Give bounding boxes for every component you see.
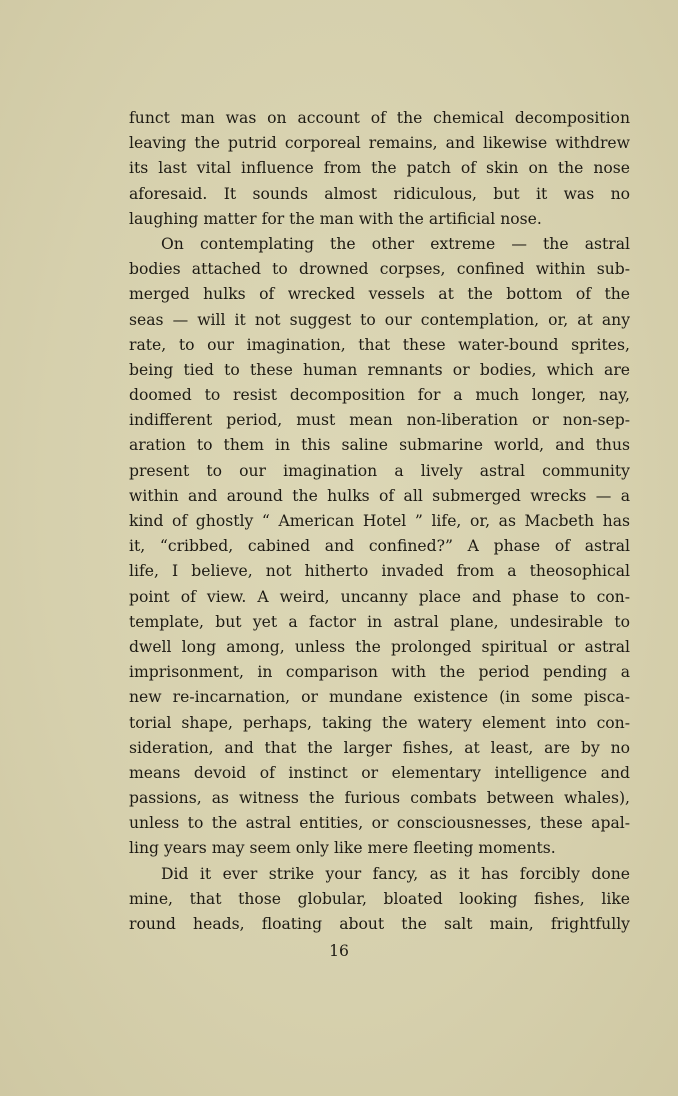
text-line: bodies attached to drowned corpses, confined within sub- [129, 260, 630, 279]
text-line: life, I believe, not hitherto invaded from a theosophical [129, 562, 630, 581]
text-line: template, but yet a factor in astral plane, undesirable to [129, 612, 630, 631]
text-line: means devoid of instinct or elementary intelligence and [129, 763, 630, 782]
text-line: mine, that those globular, bloated looking fishes, like [129, 889, 630, 908]
text-line: new re-incarnation, or mundane existence (in some pisca- [129, 688, 630, 707]
text-line: doomed to resist decomposition for a much longer, nay, [129, 386, 630, 405]
text-line: imprisonment, in comparison with the period pending a [129, 663, 630, 682]
text-line: round heads, floating about the salt main, frightfully [129, 915, 630, 933]
text-line: leaving the putrid corporeal remains, and likewise withdrew [129, 134, 630, 153]
text-line: sideration, and that the larger fishes, at least, are by no [129, 738, 630, 757]
text-line: its last vital influence from the patch of skin on the nose [129, 159, 630, 178]
text-line: aforesaid. It sounds almost ridiculous, but it was no [129, 184, 630, 203]
text-line: merged hulks of wrecked vessels at the bottom of the [129, 285, 630, 304]
text-line: seas — will it not suggest to our contemplation, or, at any [129, 310, 630, 329]
page-number: 16 [329, 942, 349, 960]
text-line: On contemplating the other extreme — the astral [161, 234, 630, 253]
text-line: point of view. A weird, uncanny place and phase to con- [129, 587, 630, 606]
text-line: ling years may seem only like mere fleeting moments. [129, 839, 556, 858]
text-line: rate, to our imagination, that these water-bound sprites, [129, 335, 630, 354]
body-text [129, 106, 630, 937]
text-line: kind of ghostly “ American Hotel ” life, or, as Macbeth has [129, 512, 630, 530]
text-line: passions, as witness the furious combats between whales), [129, 789, 630, 808]
text-line: laughing matter for the man with the artificial nose. [129, 209, 542, 228]
text-line: funct man was on account of the chemical decomposition [129, 109, 630, 127]
text-line: present to our imagination a lively astral community [129, 461, 630, 480]
text-line: being tied to these human remnants or bodies, which are [129, 360, 630, 379]
text-line: indifferent period, must mean non-liberation or non-sep- [129, 411, 630, 430]
text-line: torial shape, perhaps, taking the watery element into con- [129, 713, 630, 732]
text-line: it, “cribbed, cabined and confined?” A phase of astral [129, 537, 630, 556]
text-line: dwell long among, unless the prolonged spiritual or astral [129, 637, 630, 656]
text-line: unless to the astral entities, or consciousnesses, these apal- [129, 814, 630, 833]
text-line: aration to them in this saline submarine world, and thus [129, 436, 630, 455]
text-line: within and around the hulks of all submerged wrecks — a [129, 486, 630, 505]
text-line: Did it ever strike your fancy, as it has forcibly done [161, 864, 630, 883]
